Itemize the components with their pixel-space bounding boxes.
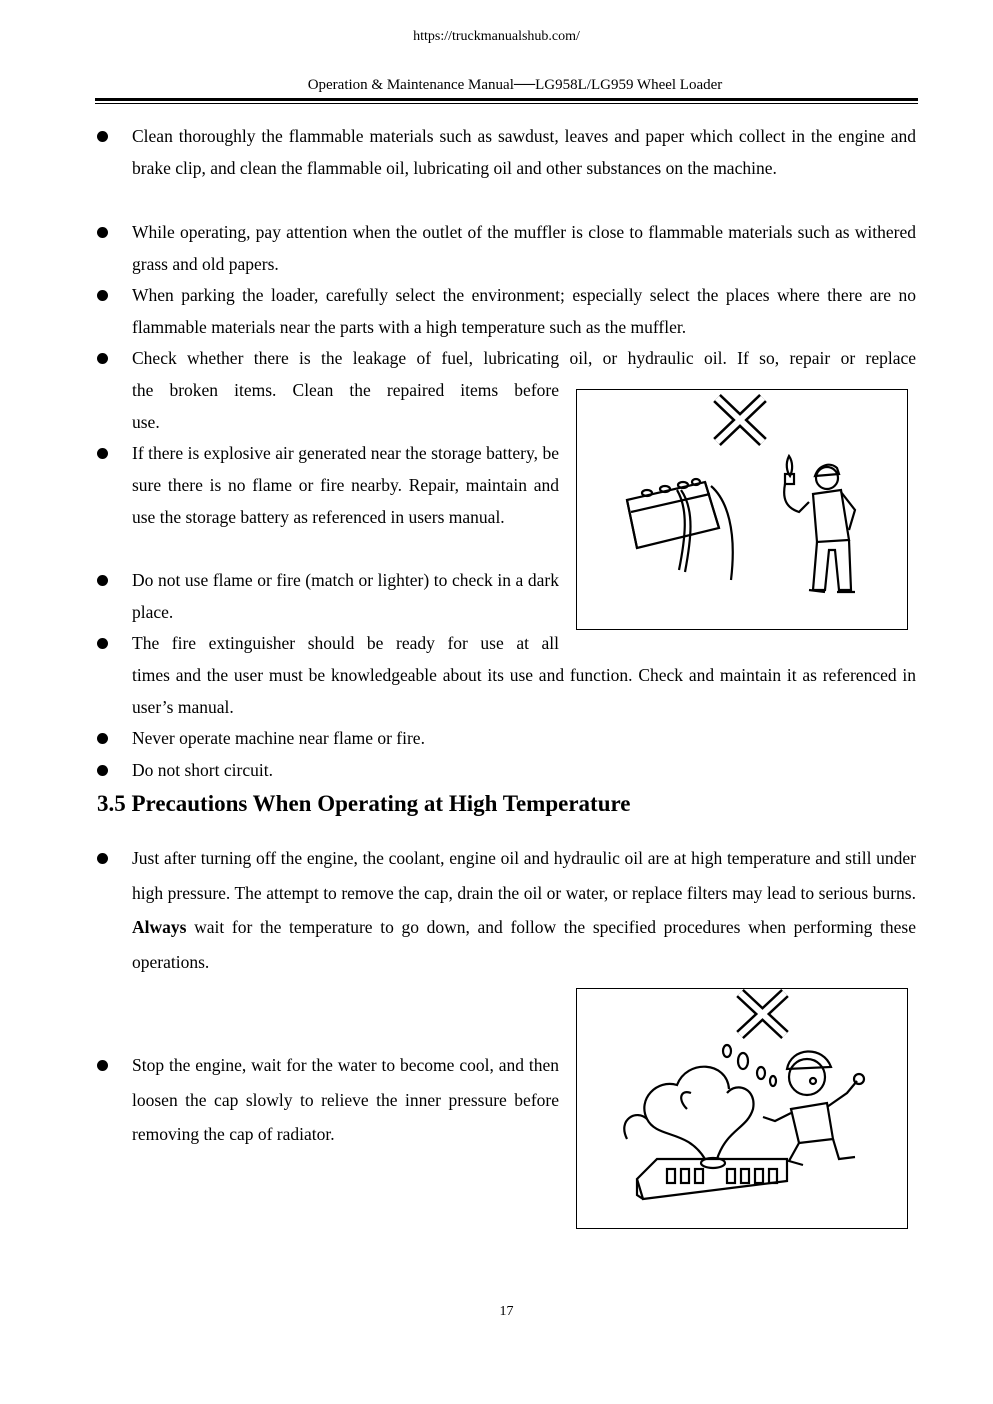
bullet-dot bbox=[97, 733, 108, 744]
bullet-text-part: Just after turning off the engine, the coolant, engine oil and hydraulic oil are at high temperature and still under high pressure. The attempt to remove the cap, drain the oil or water, or replace filters may lead to serious burns. bbox=[132, 848, 916, 903]
battery-icon bbox=[627, 479, 733, 580]
bullet-text: Do not use flame or fire (match or lighter) to check in a dark place. bbox=[132, 570, 559, 622]
bullet-dot bbox=[97, 1060, 108, 1071]
header-rule-thick bbox=[95, 98, 918, 101]
bullet-text: Check whether there is the leakage of fuel, lubricating oil, or hydraulic oil. If so, repair or replace bbox=[132, 348, 916, 368]
battery-flame-illustration bbox=[576, 389, 908, 630]
source-url: https://truckmanualshub.com/ bbox=[413, 29, 580, 44]
bullet-dot bbox=[97, 131, 108, 142]
bullet-text-continued: use. bbox=[132, 412, 160, 432]
prohibited-x-icon bbox=[717, 398, 763, 442]
bullet-text-part: wait for the temperature to go down, and follow the specified procedures when performing these operations. bbox=[132, 917, 916, 972]
bullet-text-continued: the broken items. Clean the repaired items before bbox=[132, 380, 559, 400]
bullet-text-continued: times and the user must be knowledgeable about its use and function. Check and maintain it as referenced in user’s manual. bbox=[132, 665, 916, 717]
bullet-dot bbox=[97, 638, 108, 649]
bullet-text: Stop the engine, wait for the water to become cool, and then loosen the cap slowly to relieve the inner pressure before removing the cap of radiator. bbox=[132, 1055, 559, 1144]
header-rule-thin bbox=[95, 103, 918, 104]
bullet-dot bbox=[97, 353, 108, 364]
startled-worker-icon bbox=[763, 1051, 864, 1165]
page-number: 17 bbox=[499, 1304, 514, 1319]
radiator-icon bbox=[637, 1158, 787, 1199]
bullet-text: When parking the loader, carefully select the environment; especially select the places where there are no flammable materials near the parts with a high temperature such as the muffler. bbox=[132, 285, 916, 337]
bullet-text bbox=[132, 841, 916, 979]
worker-with-lighter-icon bbox=[784, 456, 855, 592]
prohibited-x-icon bbox=[740, 993, 785, 1035]
bullet-dot bbox=[97, 853, 108, 864]
bullet-text: Never operate machine near flame or fire. bbox=[132, 728, 425, 748]
bullet-text: Do not short circuit. bbox=[132, 760, 273, 780]
bullet-dot bbox=[97, 290, 108, 301]
section-title: 3.5 Precautions When Operating at High Temperature bbox=[97, 791, 631, 816]
bullet-text: Clean thoroughly the flammable materials such as sawdust, leaves and paper which collect in the engine and brake clip, and clean the flammable oil, lubricating oil and other substances on the machine. bbox=[132, 126, 916, 178]
bullet-dot bbox=[97, 227, 108, 238]
bullet-dot bbox=[97, 575, 108, 586]
emphasis-always: Always bbox=[132, 917, 187, 937]
bullet-dot bbox=[97, 765, 108, 776]
bullet-dot bbox=[97, 448, 108, 459]
bullet-text: The fire extinguisher should be ready for use at all bbox=[132, 633, 559, 653]
bullet-text: If there is explosive air generated near the storage battery, be sure there is no flame or fire nearby. Repair, maintain and use the storage battery as referenced in users manual. bbox=[132, 443, 559, 527]
steam-spray-icon bbox=[624, 1045, 776, 1159]
manual-header-title: Operation & Maintenance Manual──LG958L/LG959 Wheel Loader bbox=[307, 77, 723, 93]
bullet-text: While operating, pay attention when the outlet of the muffler is close to flammable materials such as withered grass and old papers. bbox=[132, 222, 916, 274]
radiator-cap-illustration bbox=[576, 988, 908, 1229]
